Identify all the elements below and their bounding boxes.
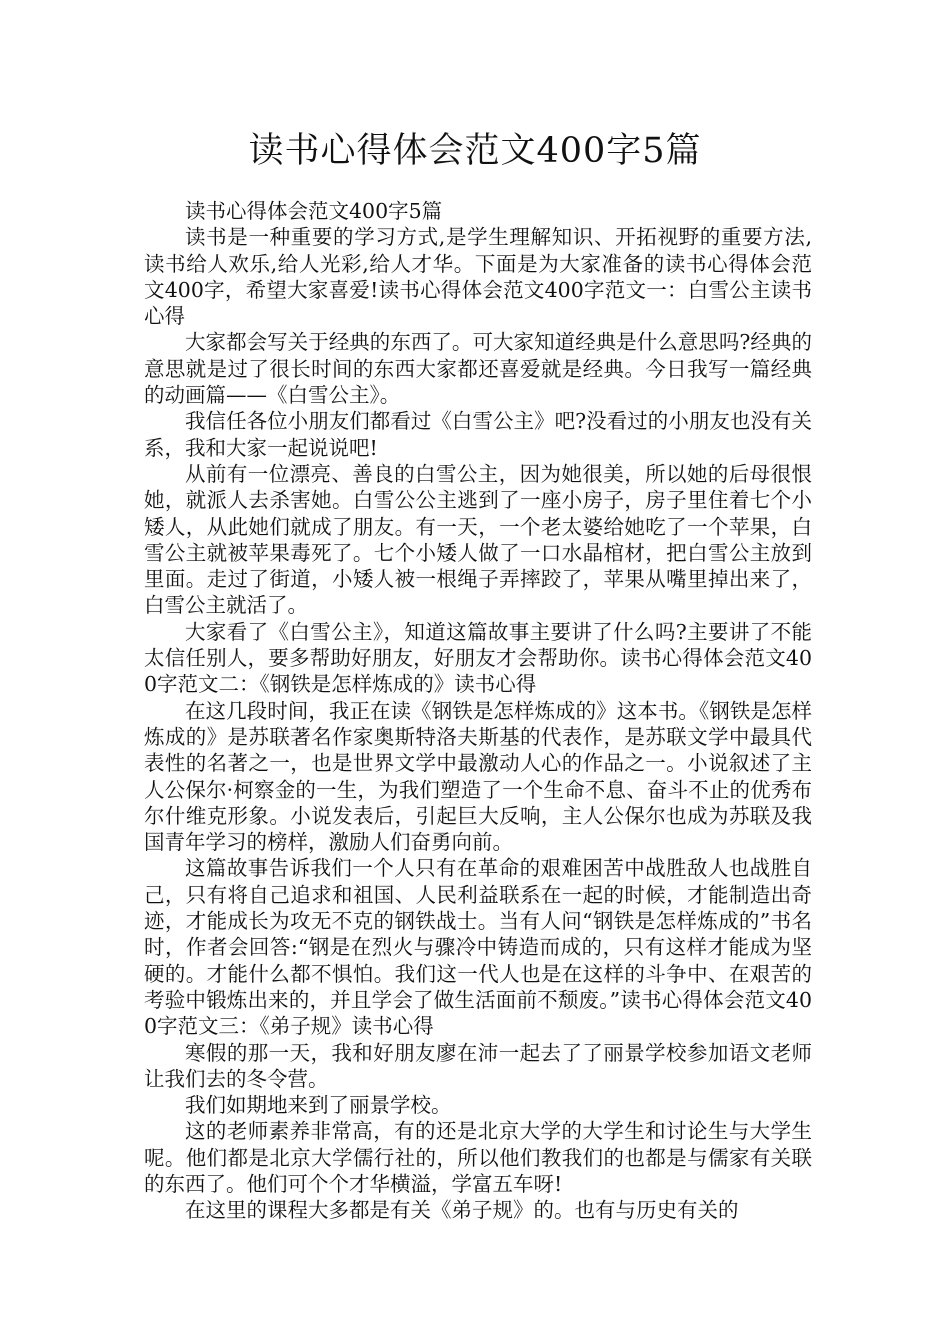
document-title: 读书心得体会范文400字5篇 [248, 131, 702, 171]
document-body [144, 198, 812, 1224]
paragraph: 我们如期地来到了丽景学校。 [185, 1093, 452, 1118]
paragraph: 大家看了《白雪公主》，知道这篇故事主要讲了什么吗?主要讲了不能太信任别人，要多帮助好朋友，好朋友才会帮助你。读书心得体会范文400字范文二：《钢铁是怎样炼成的》读书心得 [144, 619, 812, 697]
paragraph-intro: 读书是一种重要的学习方式,是学生理解知识、开拓视野的重要方法,读书给人欢乐,给人光彩,给人才华。下面是为大家准备的读书心得体会范文400字，希望大家喜爱!读书心得体会范文400字范文一：白雪公主读书心得 [144, 225, 812, 329]
paragraph: 这的老师素养非常高，有的还是北京大学的大学生和讨论生与大学生呢。他们都是北京大学儒行社的，所以他们教我们的也都是与儒家有关联的东西了。他们可个个才华横溢，学富五车呀! [144, 1119, 812, 1196]
paragraph: 从前有一位漂亮、善良的白雪公主，因为她很美，所以她的后母很恨她，就派人去杀害她。白雪公公主逃到了一座小房子，房子里住着七个小矮人，从此她们就成了朋友。有一天，一个老太婆给她吃了一个苹果，白雪公主就被苹果毒死了。七个小矮人做了一口水晶棺材，把白雪公主放到里面。走过了街道，小矮人被一根绳子弄摔跤了，苹果从嘴里掉出来了，白雪公主就活了。 [144, 461, 812, 618]
paragraph: 寒假的那一天，我和好朋友廖在沛一起去了了丽景学校参加语文老师让我们去的冬令营。 [144, 1040, 812, 1091]
paragraph-subtitle: 读书心得体会范文400字5篇 [185, 199, 443, 223]
paragraph: 在这里的课程大多都是有关《弟子规》的。也有与历史有关的 [185, 1198, 739, 1223]
paragraph: 我信任各位小朋友们都看过《白雪公主》吧?没看过的小朋友也没有关系，我和大家一起说说吧! [144, 409, 812, 460]
paragraph: 这篇故事告诉我们一个人只有在革命的艰难困苦中战胜敌人也战胜自己，只有将自己追求和祖国、人民利益联系在一起的时候，才能制造出奇迹，才能成长为攻无不克的钢铁战士。当有人问“钢铁是怎样炼成的”书名时，作者会回答:“钢是在烈火与骤冷中铸造而成的，只有这样才能成为坚硬的。才能什么都不惧怕。我们这一代人也是在这样的斗争中、在艰苦的考验中锻炼出来的，并且学会了做生活面前不颓废。”读书心得体会范文400字范文三：《弟子规》读书心得 [144, 856, 812, 1039]
paragraph: 大家都会写关于经典的东西了。可大家知道经典是什么意思吗?经典的意思就是过了很长时间的东西大家都还喜爱就是经典。今日我写一篇经典的动画篇——《白雪公主》。 [144, 330, 812, 408]
paragraph: 在这几段时间，我正在读《钢铁是怎样炼成的》这本书。《钢铁是怎样炼成的》是苏联著名作家奥斯特洛夫斯基的代表作，是苏联文学中最具代表性的名著之一，也是世界文学中最激动人心的作品之一。小说叙述了主人公保尔·柯察金的一生，为我们塑造了一个生命不息、奋斗不止的优秀布尔什维克形象。小说发表后，引起巨大反响，主人公保尔也成为苏联及我国青年学习的榜样，激励人们奋勇向前。 [144, 698, 812, 855]
